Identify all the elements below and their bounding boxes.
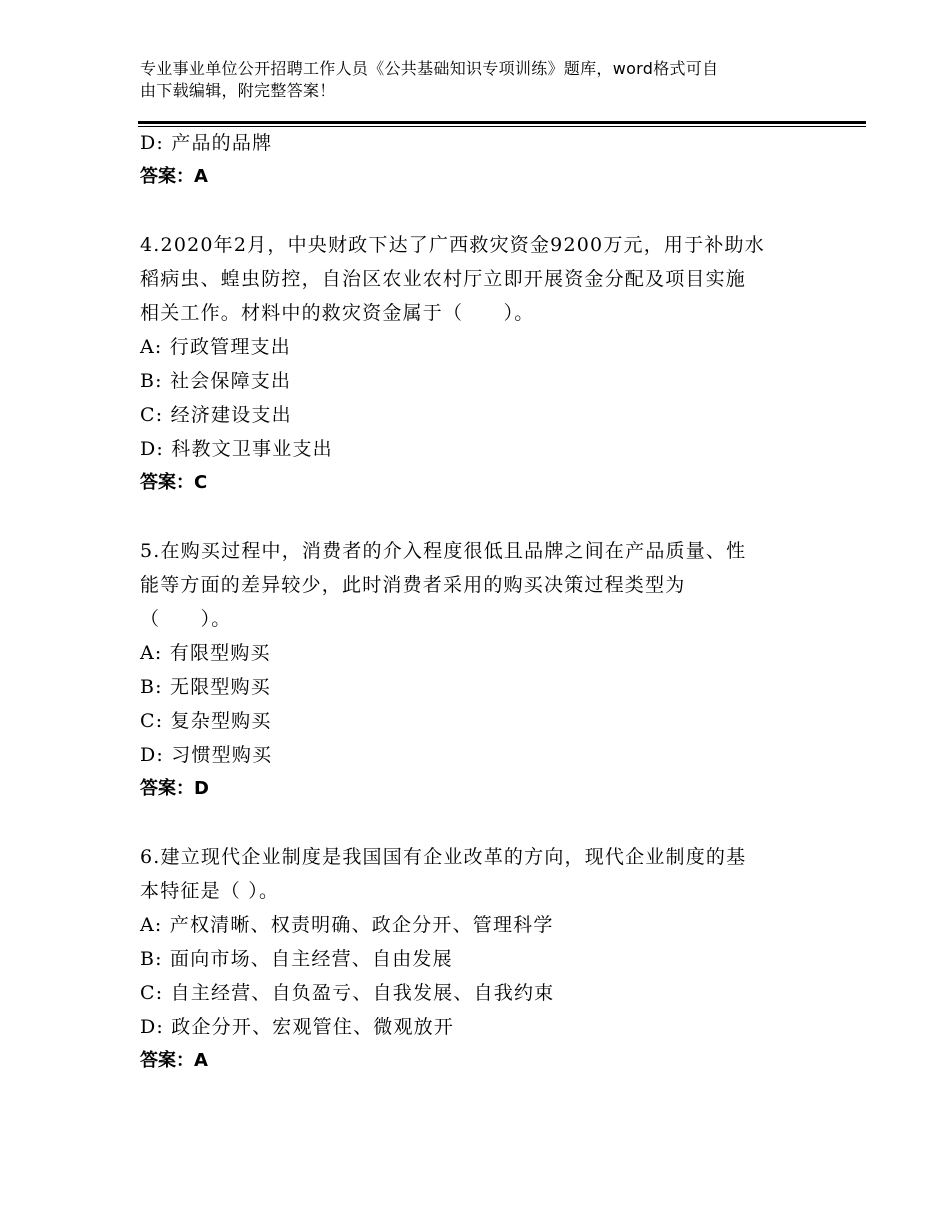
- question-4: [140, 228, 820, 500]
- question-stem-line: 稻病虫、蝗虫防控，自治区农业农村厅立即开展资金分配及项目实施: [140, 268, 747, 290]
- question-4-option-a: A: 行政管理支出: [140, 336, 291, 358]
- question-4-answer: 答案：C: [140, 472, 208, 493]
- spacer: [140, 806, 820, 840]
- question-stem-line: 相关工作。材料中的救灾资金属于（ ）。: [140, 302, 535, 324]
- page-header: [140, 58, 810, 102]
- carryover-answer: 答案：A: [140, 166, 208, 187]
- spacer: [140, 194, 820, 228]
- question-list: [140, 126, 820, 1078]
- question-5-option-d: D: 习惯型购买: [140, 744, 273, 766]
- question-stem-line: 5.在购买过程中，消费者的介入程度很低且品牌之间在产品质量、性: [140, 540, 747, 562]
- question-stem-line: 4.2020年2月，中央财政下达了广西救灾资金9200万元，用于补助水: [140, 234, 765, 256]
- question-6-option-b: B: 面向市场、自主经营、自由发展: [140, 948, 453, 970]
- question-stem-line: 6.建立现代企业制度是我国国有企业改革的方向，现代企业制度的基: [140, 846, 747, 868]
- question-stem-line: （ ）。: [140, 608, 232, 630]
- header-line-2: 由下载编辑，附完整答案！: [140, 81, 336, 100]
- question-5-option-c: C: 复杂型购买: [140, 710, 272, 732]
- question-5-answer: 答案：D: [140, 778, 209, 799]
- question-5-stem: [140, 534, 820, 636]
- header-line-1: 专业事业单位公开招聘工作人员《公共基础知识专项训练》题库，word格式可自: [140, 59, 719, 78]
- question-5-option-b: B: 无限型购买: [140, 676, 272, 698]
- question-stem-line: 能等方面的差异较少，此时消费者采用的购买决策过程类型为: [140, 574, 686, 596]
- question-4-option-d: D: 科教文卫事业支出: [140, 438, 333, 460]
- question-6: [140, 840, 820, 1078]
- header-rule-thick: [138, 121, 866, 124]
- question-4-option-b: B: 社会保障支出: [140, 370, 292, 392]
- question-stem-line: 本特征是（ ）。: [140, 880, 280, 902]
- question-5: [140, 534, 820, 806]
- question-6-option-d: D: 政企分开、宏观管住、微观放开: [140, 1016, 455, 1038]
- question-5-option-a: A: 有限型购买: [140, 642, 271, 664]
- question-6-stem: [140, 840, 820, 908]
- carryover-option-d: D: 产品的品牌: [140, 132, 273, 154]
- spacer: [140, 500, 820, 534]
- question-6-option-c: C: 自主经营、自负盈亏、自我发展、自我约束: [140, 982, 555, 1004]
- question-6-option-a: A: 产权清晰、权责明确、政企分开、管理科学: [140, 914, 554, 936]
- question-4-stem: [140, 228, 820, 330]
- question-4-option-c: C: 经济建设支出: [140, 404, 292, 426]
- question-6-answer: 答案：A: [140, 1050, 208, 1071]
